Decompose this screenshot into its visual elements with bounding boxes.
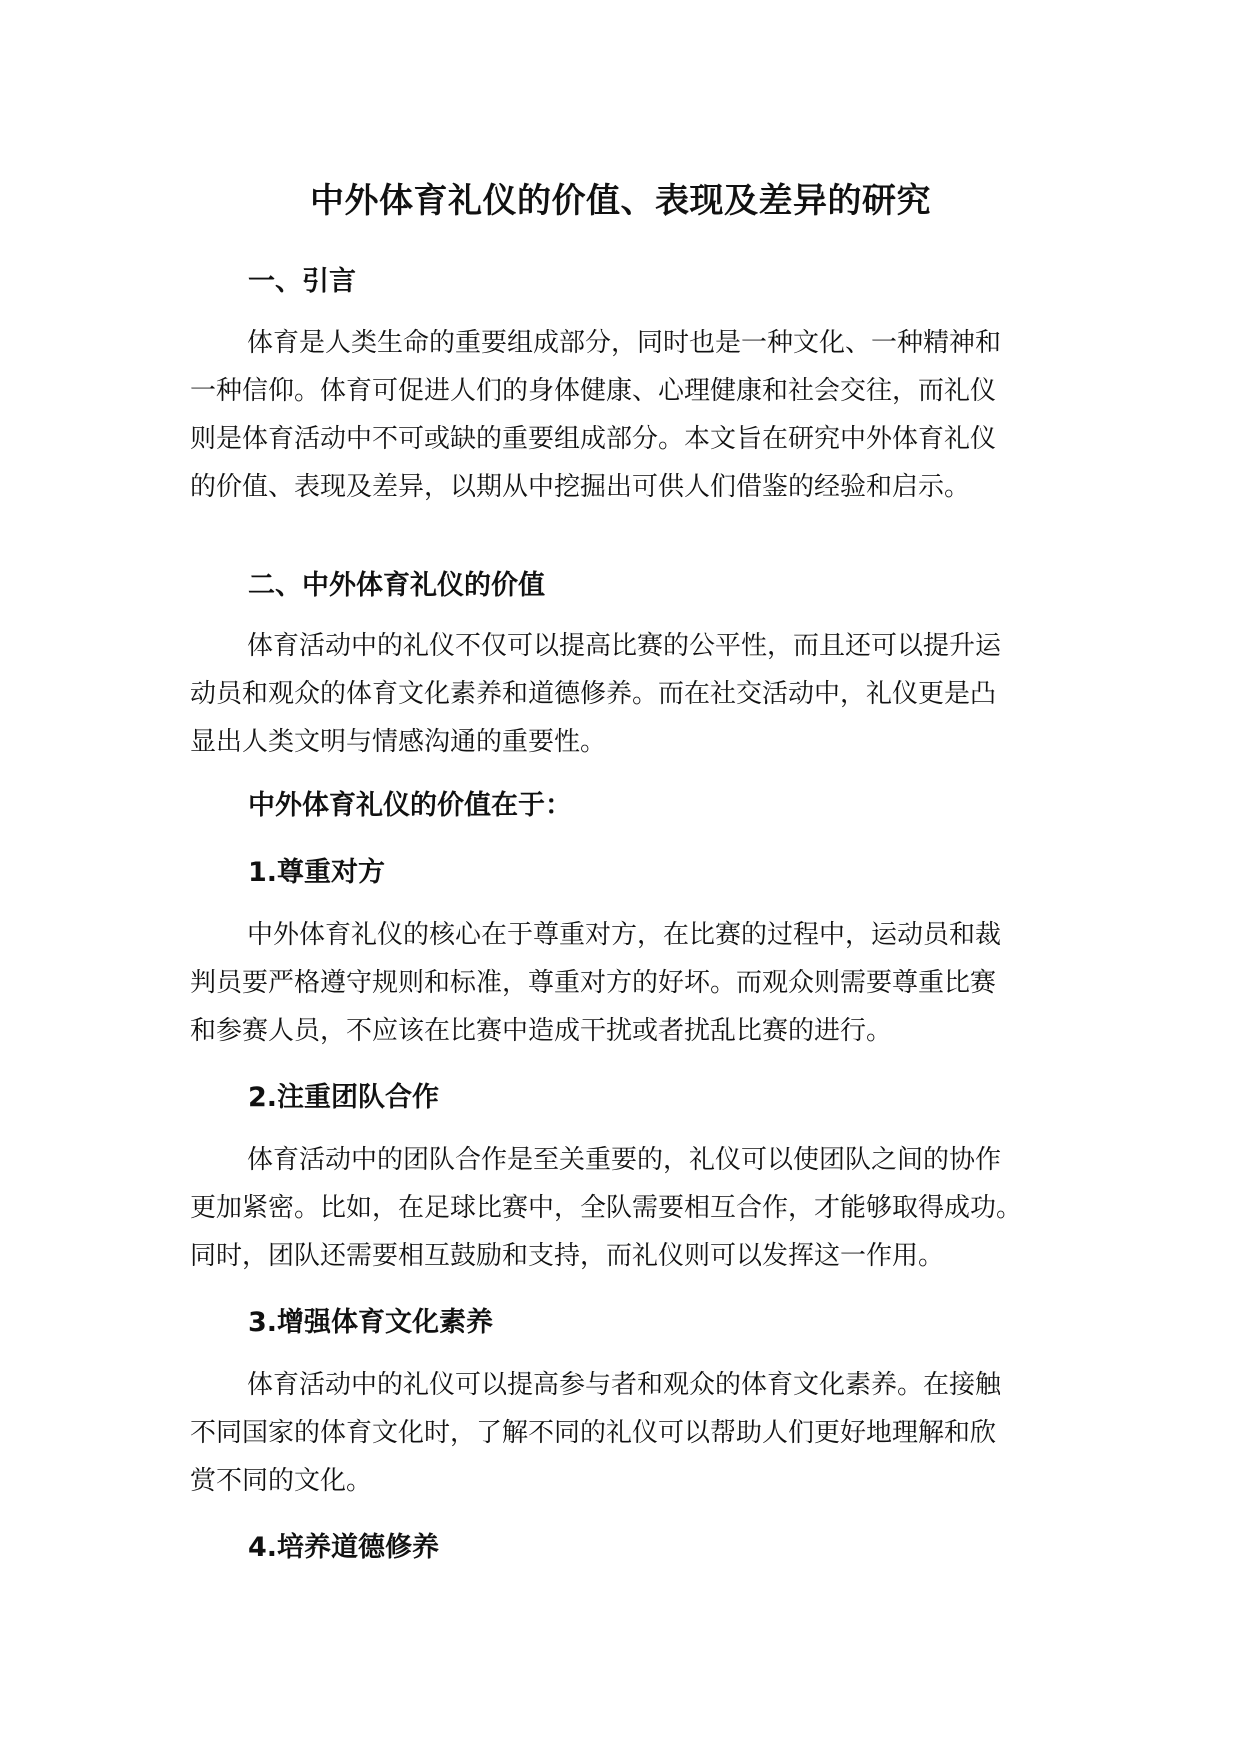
- paragraph-line: 动员和观众的体育文化素养和道德修养。而在社交活动中，礼仪更是凸: [190, 679, 997, 709]
- paragraph-line: 体育活动中的礼仪不仅可以提高比赛的公平性，而且还可以提升运: [247, 631, 1002, 661]
- paragraph-value: [190, 622, 1070, 766]
- section-heading-introduction: 一、引言: [248, 266, 356, 297]
- paragraph-line: 体育是人类生命的重要组成部分，同时也是一种文化、一种精神和: [247, 328, 1002, 358]
- paragraph-culture: [190, 1361, 1070, 1505]
- paragraph-line: 一种信仰。体育可促进人们的身体健康、心理健康和社会交往，而礼仪: [190, 376, 997, 406]
- section-heading-value: 二、中外体育礼仪的价值: [248, 570, 545, 601]
- paragraph-line: 体育活动中的礼仪可以提高参与者和观众的体育文化素养。在接触: [247, 1370, 1002, 1400]
- paragraph-line: 更加紧密。比如，在足球比赛中，全队需要相互合作，才能够取得成功。: [190, 1193, 1023, 1223]
- paragraph-respect: [190, 911, 1070, 1055]
- paragraph-line: 同时，团队还需要相互鼓励和支持，而礼仪则可以发挥这一作用。: [190, 1241, 945, 1271]
- paragraph-introduction: [190, 319, 1070, 511]
- subheading-morality: 4.培养道德修养: [248, 1532, 440, 1563]
- paragraph-line: 则是体育活动中不可或缺的重要组成部分。本文旨在研究中外体育礼仪: [190, 424, 997, 454]
- paragraph-line: 不同国家的体育文化时，了解不同的礼仪可以帮助人们更好地理解和欣: [190, 1418, 997, 1448]
- value-intro-line: 中外体育礼仪的价值在于：: [248, 790, 572, 821]
- subheading-respect: 1.尊重对方: [248, 857, 386, 888]
- paragraph-line: 和参赛人员，不应该在比赛中造成干扰或者扰乱比赛的进行。: [190, 1016, 893, 1046]
- subheading-culture: 3.增强体育文化素养: [248, 1307, 494, 1338]
- subheading-teamwork: 2.注重团队合作: [248, 1082, 440, 1113]
- paragraph-line: 的价值、表现及差异，以期从中挖掘出可供人们借鉴的经验和启示。: [190, 472, 971, 502]
- paragraph-line: 体育活动中的团队合作是至关重要的，礼仪可以使团队之间的协作: [247, 1145, 1002, 1175]
- document-title: 中外体育礼仪的价值、表现及差异的研究: [310, 181, 931, 221]
- paragraph-line: 中外体育礼仪的核心在于尊重对方，在比赛的过程中，运动员和裁: [247, 920, 1002, 950]
- paragraph-teamwork: [190, 1136, 1070, 1280]
- paragraph-line: 显出人类文明与情感沟通的重要性。: [190, 727, 607, 757]
- paragraph-line: 判员要严格遵守规则和标准，尊重对方的好坏。而观众则需要尊重比赛: [190, 968, 997, 998]
- paragraph-line: 赏不同的文化。: [190, 1466, 373, 1496]
